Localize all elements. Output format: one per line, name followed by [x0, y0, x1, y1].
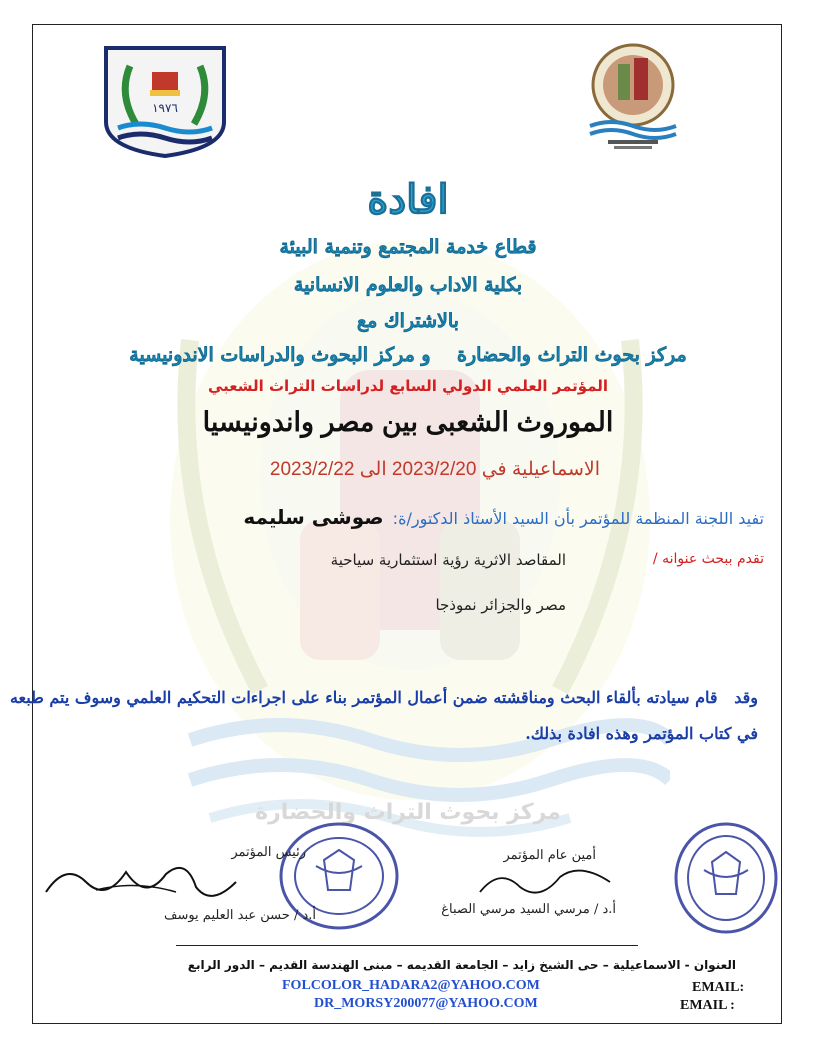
email-2[interactable]: DR_MORSY200077@YAHOO.COM	[314, 996, 538, 1011]
body-line-2: في كتاب المؤتمر وهذه افادة بذلك.	[525, 724, 758, 743]
footer-address: العنوان - الاسماعيلية – حى الشيخ زايد – الجامعة القديمه – مبنى الهندسة القديم – الدور الرابع	[187, 958, 736, 972]
issuer-line-1: قطاع خدمة المجتمع وتنمية البيئة	[279, 236, 537, 258]
research-label: تقدم ببحث عنوانه /	[652, 551, 764, 567]
secretary-name: أ.د / مرسي السيد مرسي الصباغ	[441, 902, 616, 917]
conference-main-title: الموروث الشعبى بين مصر واندونيسيا	[202, 407, 614, 437]
secretary-signature	[470, 862, 620, 902]
issuer-line-4: مركز بحوث التراث والحضارة و مركز البحوث والدراسات الاندونيسية	[129, 344, 687, 366]
email-label-1: EMAIL:	[692, 980, 745, 995]
president-signature	[36, 852, 246, 912]
crest-year: ١٩٧٦	[152, 101, 178, 115]
president-title: رئيس المؤتمر	[231, 845, 306, 860]
email-1[interactable]: FOLCOLOR_HADARA2@YAHOO.COM	[282, 978, 540, 993]
intro-text: تفيد اللجنة المنظمة للمؤتمر بأن السيد الأستاذ الدكتور/ة:	[392, 509, 764, 528]
watermark-text: مركز بحوث التراث والحضارة	[255, 800, 561, 825]
issuer-line-2: بكلية الاداب والعلوم الانسانية	[293, 274, 523, 296]
research-title-line-1: المقاصد الاثرية رؤية استثمارية سياحية	[330, 551, 566, 569]
intro-statement	[243, 505, 764, 529]
certificate-title: افادة	[367, 176, 449, 223]
conference-dates: الاسماعيلية في 2023/2/20 الى 2023/2/22	[269, 459, 600, 480]
center-logo	[578, 40, 688, 152]
recipient-name: صوشى سليمه	[243, 505, 384, 529]
secretary-title: أمين عام المؤتمر	[503, 848, 596, 863]
footer-divider	[176, 945, 638, 946]
conference-name: المؤتمر العلمي الدولي السابع لدراسات التراث الشعبي	[207, 377, 609, 395]
certificate-body	[9, 680, 758, 752]
research-title-line-2: مصر والجزائر نموذجا	[435, 596, 566, 614]
president-name: أ.د / حسن عبد العليم يوسف	[163, 908, 316, 923]
issuer-line-3: بالاشتراك مع	[357, 310, 459, 332]
university-logo	[100, 44, 230, 158]
official-stamp-right	[672, 820, 780, 936]
body-line-1: وقد قام سيادته بألقاء البحث ومناقشته ضمن أعمال المؤتمر بناء على اجراءات التحكيم العلمي وسوف يتم طبعه	[9, 688, 758, 707]
email-label-2: EMAIL :	[680, 998, 735, 1013]
